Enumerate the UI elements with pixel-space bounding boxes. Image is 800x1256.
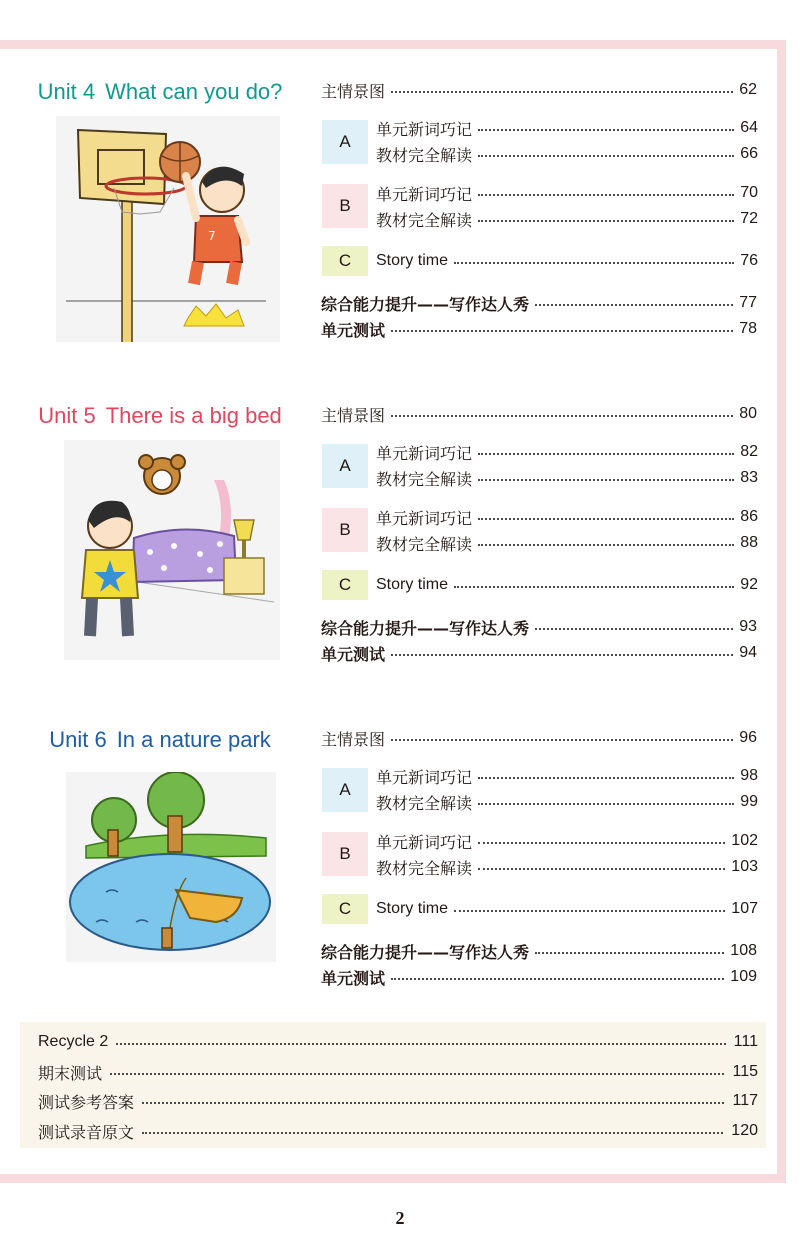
toc-label: 测试参考答案 bbox=[38, 1092, 135, 1112]
leader-dots bbox=[535, 304, 733, 306]
scene-row[interactable] bbox=[321, 79, 757, 101]
leader-dots bbox=[478, 803, 734, 805]
section-b-badge bbox=[322, 508, 368, 552]
leader-dots bbox=[478, 155, 734, 157]
page-ref: 86 bbox=[740, 508, 758, 525]
unit-5-block bbox=[0, 400, 800, 700]
page-ref: 78 bbox=[739, 320, 757, 337]
leader-dots bbox=[116, 1043, 725, 1045]
leader-dots bbox=[535, 628, 733, 630]
page-ref: 76 bbox=[740, 252, 758, 269]
section-c-badge bbox=[322, 246, 368, 276]
toc-label: 单元新词巧记 bbox=[376, 767, 473, 787]
recycle-row[interactable] bbox=[38, 1030, 758, 1054]
leader-dots bbox=[478, 220, 734, 222]
unit-number: Unit 6 bbox=[49, 727, 107, 752]
svg-text:7: 7 bbox=[208, 229, 216, 243]
toc-entry[interactable] bbox=[376, 117, 758, 139]
page-ref: 115 bbox=[732, 1063, 758, 1080]
unit-title: What can you do? bbox=[105, 79, 283, 104]
page-ref: 99 bbox=[740, 793, 758, 810]
leader-dots bbox=[142, 1132, 723, 1134]
page-ref: 103 bbox=[731, 858, 758, 875]
page-ref: 92 bbox=[740, 576, 758, 593]
page-ref: 109 bbox=[730, 968, 757, 985]
toc-label: Story time bbox=[376, 900, 449, 917]
leader-dots bbox=[454, 262, 734, 264]
toc-label: 教材完全解读 bbox=[376, 210, 473, 230]
section-letter: C bbox=[338, 899, 352, 918]
toc-label: Recycle 2 bbox=[38, 1033, 109, 1050]
page-ref: 80 bbox=[739, 405, 757, 422]
page-ref: 72 bbox=[740, 210, 758, 227]
leader-dots bbox=[535, 952, 724, 954]
leader-dots bbox=[391, 91, 733, 93]
section-letter: A bbox=[339, 780, 351, 799]
toc-label: 教材完全解读 bbox=[376, 534, 473, 554]
final-test-row[interactable] bbox=[38, 1060, 758, 1084]
unit-5-heading[interactable] bbox=[10, 403, 310, 429]
page-ref: 66 bbox=[740, 145, 758, 162]
scene-row[interactable] bbox=[321, 727, 757, 749]
basketball-illustration bbox=[56, 116, 280, 342]
toc-entry[interactable] bbox=[376, 830, 758, 852]
toc-label: 教材完全解读 bbox=[376, 858, 473, 878]
toc-entry[interactable] bbox=[376, 182, 758, 204]
recycle-box bbox=[20, 1022, 766, 1148]
page-ref: 82 bbox=[740, 443, 758, 460]
toc-entry[interactable] bbox=[376, 441, 758, 463]
toc-label: 主情景图 bbox=[321, 81, 386, 101]
leader-dots bbox=[478, 777, 734, 779]
leader-dots bbox=[391, 330, 733, 332]
toc-entry[interactable] bbox=[376, 506, 758, 528]
section-a-badge bbox=[322, 444, 368, 488]
page-ref: 93 bbox=[739, 618, 757, 635]
unit-6-block bbox=[0, 724, 800, 1024]
page-ref: 102 bbox=[731, 832, 758, 849]
section-letter: B bbox=[339, 844, 351, 863]
page-ref: 70 bbox=[740, 184, 758, 201]
toc-label: 测试录音原文 bbox=[38, 1122, 135, 1142]
leader-dots bbox=[478, 868, 725, 870]
toc-label: 单元新词巧记 bbox=[376, 443, 473, 463]
toc-label: 单元新词巧记 bbox=[376, 508, 473, 528]
unit-test-row[interactable] bbox=[321, 966, 757, 988]
toc-label: 综合能力提升——写作达人秀 bbox=[321, 294, 530, 314]
section-letter: C bbox=[338, 575, 352, 594]
section-c-badge bbox=[322, 894, 368, 924]
section-letter: C bbox=[338, 251, 352, 270]
scene-row[interactable] bbox=[321, 403, 757, 425]
toc-label: 单元测试 bbox=[321, 320, 386, 340]
bedroom-illustration bbox=[64, 440, 280, 660]
toc-entry[interactable] bbox=[376, 250, 758, 272]
section-a-badge bbox=[322, 120, 368, 164]
toc-entry[interactable] bbox=[376, 791, 758, 813]
unit-6-heading[interactable] bbox=[10, 727, 310, 753]
toc-entry[interactable] bbox=[376, 898, 758, 920]
answers-row[interactable] bbox=[38, 1089, 758, 1113]
toc-label: 教材完全解读 bbox=[376, 145, 473, 165]
toc-label: 单元新词巧记 bbox=[376, 184, 473, 204]
toc-entry[interactable] bbox=[376, 574, 758, 596]
leader-dots bbox=[391, 415, 733, 417]
toc-label: 教材完全解读 bbox=[376, 793, 473, 813]
unit-title: There is a big bed bbox=[105, 403, 282, 428]
section-b-badge bbox=[322, 832, 368, 876]
section-letter: B bbox=[339, 196, 351, 215]
leader-dots bbox=[478, 194, 734, 196]
leader-dots bbox=[478, 453, 734, 455]
toc-entry[interactable] bbox=[376, 143, 758, 165]
section-letter: A bbox=[339, 132, 351, 151]
nature-park-illustration bbox=[66, 772, 276, 962]
toc-label: 单元新词巧记 bbox=[376, 832, 473, 852]
section-letter: B bbox=[339, 520, 351, 539]
toc-entry[interactable] bbox=[376, 856, 758, 878]
leader-dots bbox=[478, 544, 734, 546]
leader-dots bbox=[391, 978, 724, 980]
leader-dots bbox=[478, 479, 734, 481]
section-a-badge bbox=[322, 768, 368, 812]
toc-label: Story time bbox=[376, 252, 449, 269]
unit-title: In a nature park bbox=[116, 727, 271, 752]
writing-row[interactable] bbox=[321, 940, 757, 962]
toc-label: 期末测试 bbox=[38, 1063, 103, 1083]
toc-label: 主情景图 bbox=[321, 405, 386, 425]
page-ref: 108 bbox=[730, 942, 757, 959]
leader-dots bbox=[142, 1102, 724, 1104]
unit-number: Unit 4 bbox=[37, 79, 96, 104]
toc-label: 综合能力提升——写作达人秀 bbox=[321, 942, 530, 962]
toc-label: 主情景图 bbox=[321, 729, 386, 749]
page-ref: 88 bbox=[740, 534, 758, 551]
toc-label: 单元新词巧记 bbox=[376, 119, 473, 139]
unit-test-row[interactable] bbox=[321, 318, 757, 340]
toc-entry[interactable] bbox=[376, 532, 758, 554]
page-ref: 120 bbox=[731, 1122, 758, 1139]
writing-row[interactable] bbox=[321, 292, 757, 314]
toc-label: 单元测试 bbox=[321, 644, 386, 664]
unit-4-block bbox=[0, 76, 800, 376]
page-ref: 107 bbox=[731, 900, 758, 917]
leader-dots bbox=[454, 586, 734, 588]
leader-dots bbox=[478, 518, 734, 520]
leader-dots bbox=[391, 739, 733, 741]
leader-dots bbox=[454, 910, 725, 912]
page-number: 2 bbox=[395, 1208, 405, 1228]
toc-entry[interactable] bbox=[376, 467, 758, 489]
page-ref: 117 bbox=[732, 1092, 758, 1109]
leader-dots bbox=[391, 654, 733, 656]
unit-test-row[interactable] bbox=[321, 642, 757, 664]
toc-label: 教材完全解读 bbox=[376, 469, 473, 489]
toc-label: 综合能力提升——写作达人秀 bbox=[321, 618, 530, 638]
section-c-badge bbox=[322, 570, 368, 600]
unit-4-heading[interactable] bbox=[10, 79, 310, 105]
page-ref: 62 bbox=[739, 81, 757, 98]
page-ref: 96 bbox=[739, 729, 757, 746]
leader-dots bbox=[478, 842, 725, 844]
unit-number: Unit 5 bbox=[38, 403, 96, 428]
page-ref: 111 bbox=[733, 1033, 758, 1050]
page-ref: 83 bbox=[740, 469, 758, 486]
toc-label: 单元测试 bbox=[321, 968, 386, 988]
transcript-row[interactable] bbox=[38, 1119, 758, 1143]
page-ref: 77 bbox=[739, 294, 757, 311]
page-ref: 94 bbox=[739, 644, 757, 661]
page-ref: 64 bbox=[740, 119, 758, 136]
toc-label: Story time bbox=[376, 576, 449, 593]
section-b-badge bbox=[322, 184, 368, 228]
leader-dots bbox=[478, 129, 734, 131]
leader-dots bbox=[110, 1073, 724, 1075]
section-letter: A bbox=[339, 456, 351, 475]
toc-entry[interactable] bbox=[376, 765, 758, 787]
toc-entry[interactable] bbox=[376, 208, 758, 230]
page-ref: 98 bbox=[740, 767, 758, 784]
writing-row[interactable] bbox=[321, 616, 757, 638]
